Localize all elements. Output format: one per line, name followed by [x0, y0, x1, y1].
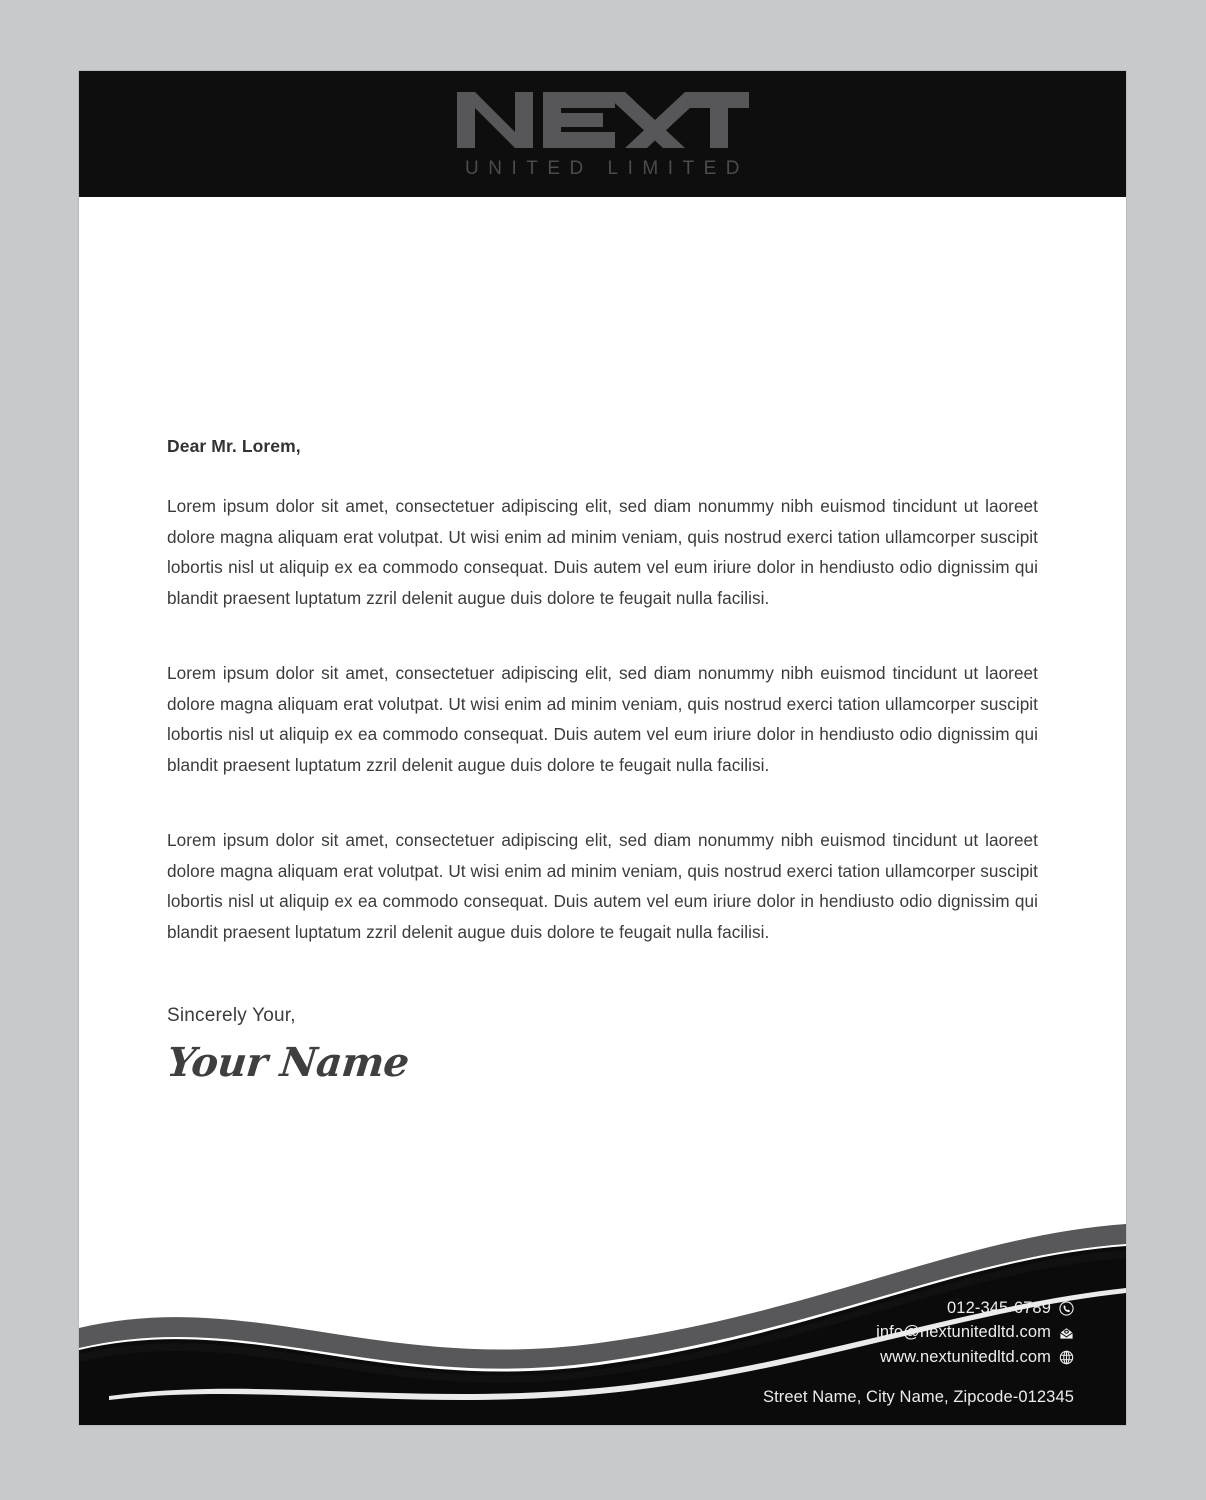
- letter-paragraph: Lorem ipsum dolor sit amet, consectetuer adipiscing elit, sed diam nonummy nibh euismod tincidunt ut laoreet dolore magna aliquam erat volutpat. Ut wisi enim ad minim veniam, quis nostrud exerci tation ullamcorper suscipit lobortis nisl ut aliquip ex ea commodo consequat. Duis autem vel eum iriure dolor in hendiusto odio dignissim qui blandit praesent luptatum zzril delenit augue duis dolore te feugait nulla facilisi.: [167, 496, 1038, 608]
- footer-contact-list: [876, 1296, 1074, 1370]
- letter-body: [164, 436, 1038, 1086]
- email-icon: [1059, 1326, 1074, 1341]
- closing-line: Sincerely Your,: [167, 1005, 296, 1026]
- footer-email-text: info@nextunitedltd.com: [876, 1323, 1051, 1341]
- globe-icon: [1059, 1350, 1074, 1365]
- letter-paragraph: Lorem ipsum dolor sit amet, consectetuer adipiscing elit, sed diam nonummy nibh euismod tincidunt ut laoreet dolore magna aliquam erat volutpat. Ut wisi enim ad minim veniam, quis nostrud exerci tation ullamcorper suscipit lobortis nisl ut aliquip ex ea commodo consequat. Duis autem vel eum iriure dolor in hendiusto odio dignissim qui blandit praesent luptatum zzril delenit augue duis dolore te feugait nulla facilisi.: [167, 830, 1038, 942]
- phone-icon: [1059, 1301, 1074, 1316]
- salutation: Dear Mr. Lorem,: [167, 436, 301, 456]
- header-bar: [79, 71, 1126, 197]
- letterhead-page: [79, 71, 1126, 1425]
- footer-address: Street Name, City Name, Zipcode-012345: [762, 1388, 1074, 1406]
- footer-phone-text: 012-345-6789: [947, 1298, 1051, 1317]
- company-logo: [79, 71, 1126, 197]
- next-wordmark-icon: [453, 88, 753, 152]
- footer-email[interactable]: [876, 1320, 1074, 1345]
- footer-phone[interactable]: [876, 1296, 1074, 1321]
- footer-website[interactable]: [876, 1345, 1074, 1370]
- letter-paragraph: Lorem ipsum dolor sit amet, consectetuer adipiscing elit, sed diam nonummy nibh euismod tincidunt ut laoreet dolore magna aliquam erat volutpat. Ut wisi enim ad minim veniam, quis nostrud exerci tation ullamcorper suscipit lobortis nisl ut aliquip ex ea commodo consequat. Duis autem vel eum iriure dolor in hendiusto odio dignissim qui blandit praesent luptatum zzril delenit augue duis dolore te feugait nulla facilisi.: [167, 663, 1038, 775]
- footer: [79, 1210, 1126, 1425]
- signature: Your Name: [164, 1039, 412, 1086]
- footer-website-text: www.nextunitedltd.com: [880, 1347, 1051, 1366]
- company-tagline: UNITED LIMITED: [465, 158, 749, 179]
